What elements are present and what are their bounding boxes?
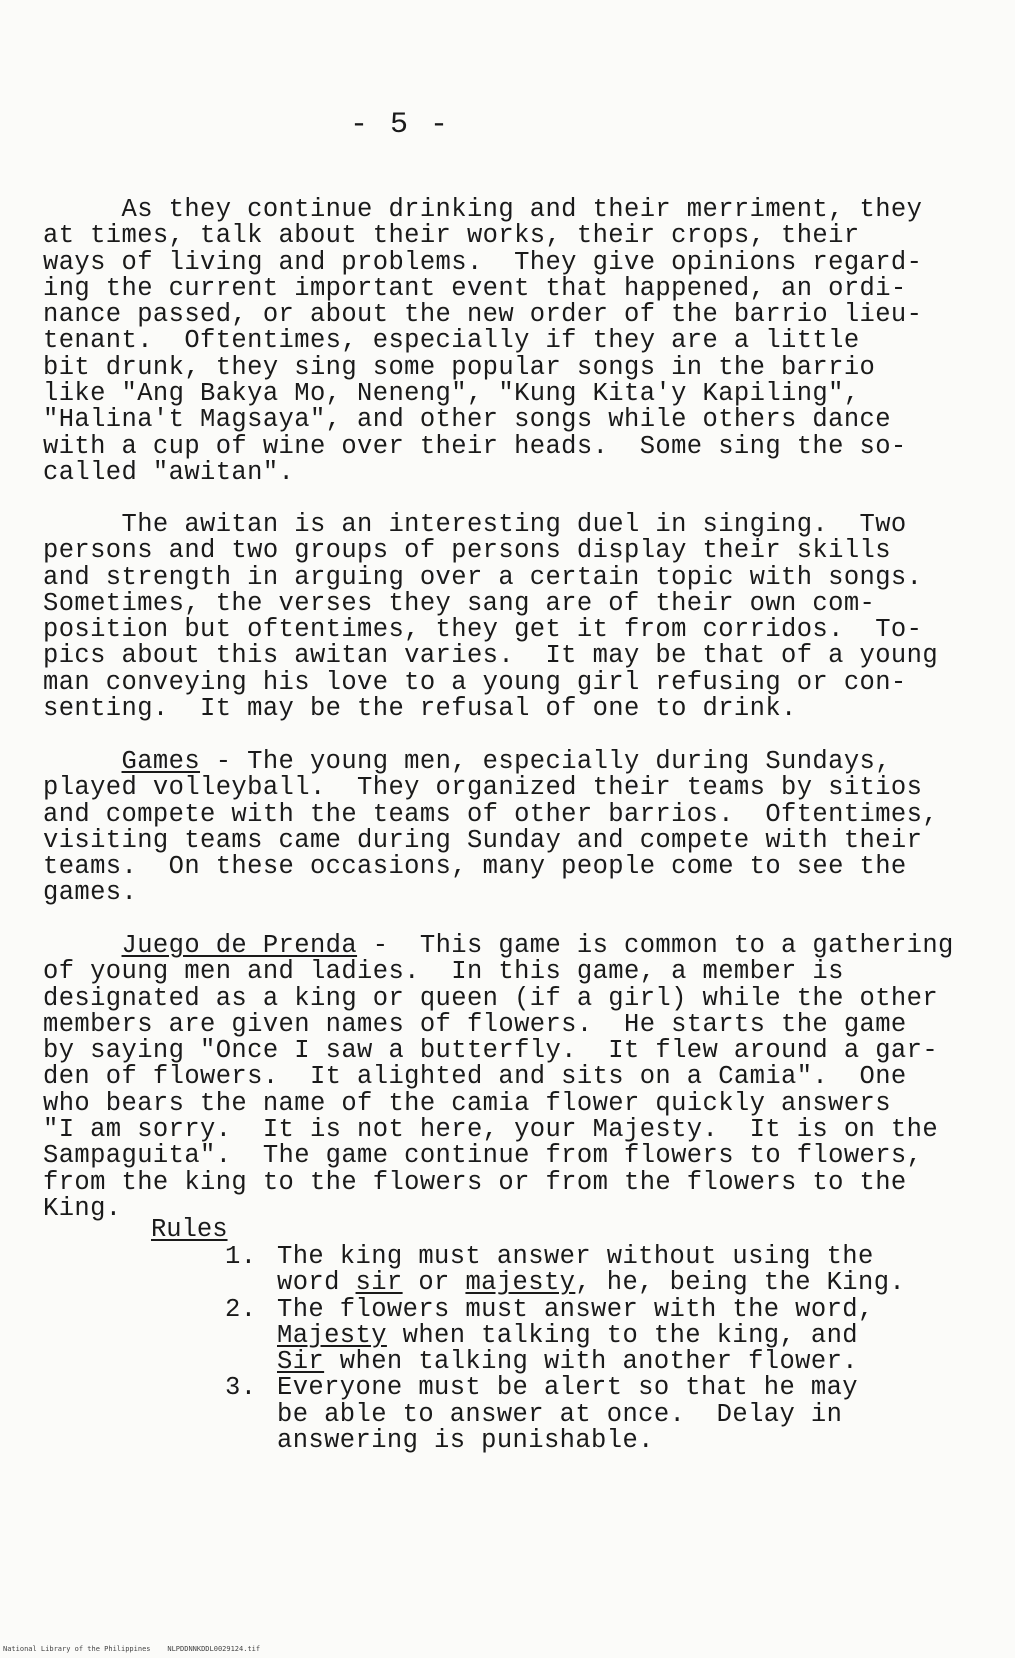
- rule-text: The flowers must answer with the word,: [277, 1294, 874, 1324]
- footer-library: National Library of the Philippines: [3, 1645, 151, 1653]
- rule-keyword-sir: sir: [355, 1268, 403, 1298]
- juego-first-line: - This game is common to a gathering: [357, 931, 954, 960]
- rule-text: The king must answer without using the: [277, 1242, 874, 1271]
- rule-text: answering is punishable.: [277, 1426, 654, 1456]
- rule-text: when talking with another flower.: [324, 1347, 858, 1377]
- page-number: - 5 -: [350, 108, 451, 142]
- scan-footer: [3, 1645, 260, 1653]
- rule-keyword-majesty: Majesty: [277, 1320, 387, 1350]
- rule-item-3: [225, 1373, 858, 1455]
- rule-text: be able to answer at once. Delay in: [277, 1399, 843, 1429]
- rules-list: [225, 1244, 905, 1454]
- paragraph-games: [43, 749, 973, 907]
- games-first-line: - The young men, especially during Sundays,: [200, 747, 891, 776]
- rule-text: , he, being the King.: [575, 1268, 906, 1298]
- footer-filename: NLPDDNNKDDL0029124.tif: [167, 1645, 261, 1653]
- rule-keyword-sir: Sir: [277, 1347, 325, 1377]
- rule-item-1: [225, 1242, 905, 1297]
- games-heading: Games: [121, 747, 201, 776]
- rule-text: or: [402, 1268, 466, 1298]
- juego-body: of young men and ladies. In this game, a member is designated as a king or queen (if a girl) while the other members are given names of flowers. He starts the game by saying "Once I saw a butterfly. It flew around a gar- den of flowers. It alighted and sits on a Camia". One who bears the name of the camia flower quickly answers "I am sorry. It is not here, your Majesty. It is on the Sampaguita". The game continue from flowers to flowers, from the king to the flowers or from the flowers to the King.: [43, 957, 939, 1223]
- rule-text: Everyone must be alert so that he may: [277, 1373, 858, 1403]
- rule-number: 2.: [225, 1294, 257, 1324]
- rule-keyword-majesty: majesty: [465, 1268, 576, 1298]
- paragraph-juego-de-prenda: [43, 933, 973, 1222]
- juego-heading: Juego de Prenda: [121, 931, 358, 960]
- rules-heading: Rules: [151, 1215, 228, 1244]
- paragraph-drinking: As they continue drinking and their merriment, they at times, talk about their works, their crops, their ways of living and problems. They give opinions regard- ing the current important event that happened, an ordi- nance passed, or about the new order of the barrio lieu- tenant. Oftentimes, especially if they are a little bit drunk, they sing some popular songs in the barrio like "Ang Bakya Mo, Neneng", "Kung Kita'y Kapiling", "Halina't Magsaya", and other songs while others dance with a cup of wine over their heads. Some sing the so- called "awitan".: [43, 195, 923, 487]
- rule-item-2: [225, 1295, 874, 1377]
- rule-text: word: [277, 1268, 356, 1298]
- paragraph-awitan: The awitan is an interesting duel in singing. Two persons and two groups of persons display their skills and strength in arguing over a certain topic with songs. Sometimes, the verses they sang are of their own com- position but oftentimes, they get it from corridos. To- pics about this awitan varies. It may be that of a young man conveying his love to a young girl refusing or con- senting. It may be the refusal of one to drink.: [43, 510, 939, 724]
- games-body: played volleyball. They organized their teams by sitios and compete with the teams of other barrios. Oftentimes, visiting teams came during Sunday and compete with their teams. On these occasions, many people come to see the games.: [43, 773, 939, 908]
- rule-number: 3.: [225, 1373, 257, 1403]
- rule-number: 1.: [225, 1242, 257, 1271]
- rule-text: when talking to the king, and: [386, 1320, 858, 1350]
